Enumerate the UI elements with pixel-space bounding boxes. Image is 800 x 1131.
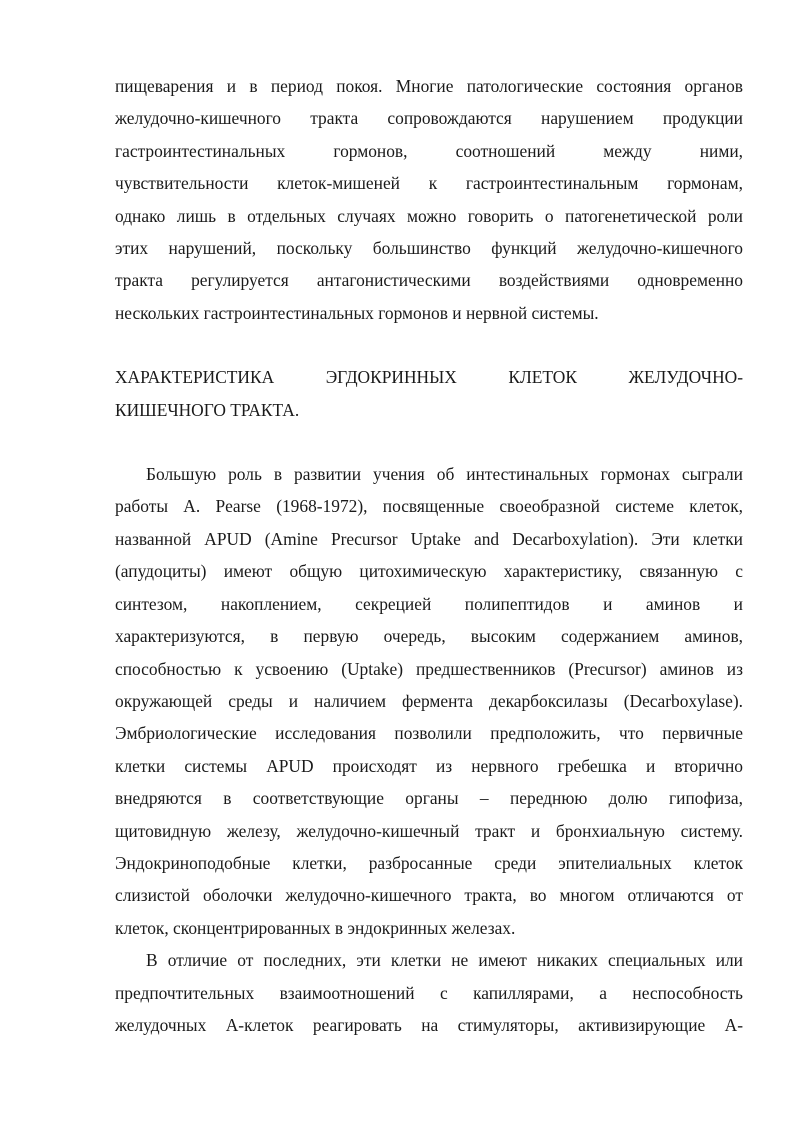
text-line: предпочтительных взаимоотношений с капиллярами, а неспособность [115,982,743,1003]
text-line: гастроинтестинальных гормонов, соотношений между ними, [115,140,743,161]
text-line: В отличие от последних, эти клетки не имеют никаких специальных или [146,950,743,971]
text-line: этих нарушений, поскольку большинство функций желудочно-кишечного [115,238,743,259]
text-line: (апудоциты) имеют общую цитохимическую характеристику, связанную с [115,561,743,582]
text-line: окружающей среды и наличием фермента декарбоксилазы (Decarboxylase). [115,690,743,711]
heading-line: КИШЕЧНОГО ТРАКТА. [115,399,300,420]
section-heading [115,361,743,426]
text-line: синтезом, накоплением, секрецией полипептидов и аминов и [115,593,743,614]
text-line: желудочных А-клеток реагировать на стимуляторы, активизирующие А- [115,1014,743,1035]
text-line: Эмбриологические исследования позволили предположить, что первичные [115,723,743,744]
text-line: Большую роль в развитии учения об интестинальных гормонах сыграли [146,464,743,485]
paragraph-1 [115,70,743,329]
text-line: щитовидную железу, желудочно-кишечный тракт и бронхиальную систему. [115,820,743,841]
text-line: характеризуются, в первую очередь, высоким содержанием аминов, [115,626,743,647]
text-line: работы A. Pearse (1968-1972), посвященные своеобразной системе клеток, [115,496,743,517]
heading-line: ХАРАКТЕРИСТИКА ЭГДОКРИННЫХ КЛЕТОК ЖЕЛУДОЧНО- [115,367,743,388]
document-text [115,70,743,1041]
text-line: тракта регулируется антагонистическими воздействиями одновременно [115,270,743,291]
text-line: внедряются в соответствующие органы – переднюю долю гипофиза, [115,788,743,809]
paragraph-2 [115,458,743,944]
text-line: чувствительности клеток-мишеней к гастроинтестинальным гормонам, [115,173,743,194]
text-line: нескольких гастроинтестинальных гормонов и нервной системы. [115,302,599,323]
text-line: однако лишь в отдельных случаях можно говорить о патогенетической роли [115,205,743,226]
paragraph-3 [115,944,743,1041]
text-line: пищеварения и в период покоя. Многие патологические состояния органов [115,76,743,96]
text-line: клетки системы APUD происходят из нервного гребешка и вторично [115,755,743,776]
text-line: названной APUD (Amine Precursor Uptake and Decarboxylation). Эти клетки [115,528,743,549]
text-line: слизистой оболочки желудочно-кишечного тракта, во многом отличаются от [115,885,743,906]
text-line: желудочно-кишечного тракта сопровождаются нарушением продукции [115,108,743,129]
text-line: клеток, сконцентрированных в эндокринных железах. [115,917,516,938]
text-line: Эндокриноподобные клетки, разбросанные среди эпителиальных клеток [115,852,743,873]
text-line: способностью к усвоению (Uptake) предшественников (Precursor) аминов из [115,658,743,679]
